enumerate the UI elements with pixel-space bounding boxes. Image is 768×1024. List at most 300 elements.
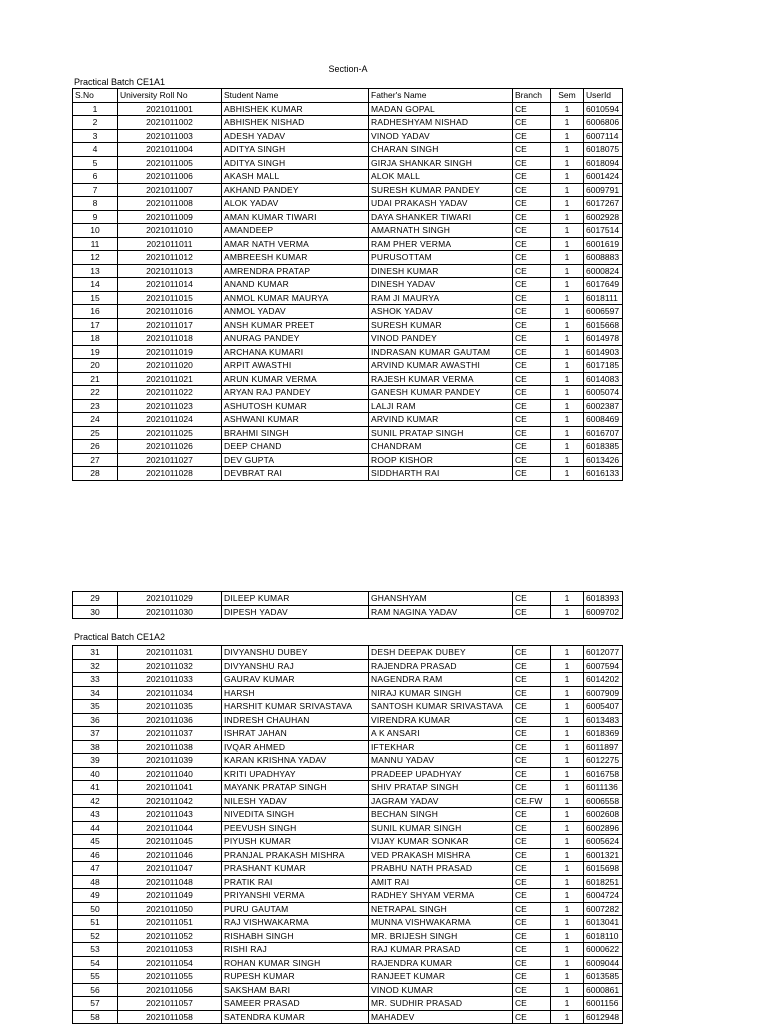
cell-sno: 53 [73, 943, 118, 957]
cell-father-name: SANTOSH KUMAR SRIVASTAVA [369, 700, 513, 714]
cell-userid: 6017514 [584, 224, 623, 238]
cell-roll-no: 2021011009 [118, 210, 222, 224]
cell-sem: 1 [551, 291, 584, 305]
cell-branch: CE [513, 943, 551, 957]
header-sem: Sem [551, 89, 584, 103]
cell-sem: 1 [551, 686, 584, 700]
cell-roll-no: 2021011024 [118, 413, 222, 427]
table-row [73, 929, 623, 943]
cell-userid: 6002928 [584, 210, 623, 224]
table-row [73, 943, 623, 957]
cell-sem: 1 [551, 713, 584, 727]
cell-roll-no: 2021011021 [118, 372, 222, 386]
table-row [73, 889, 623, 903]
cell-father-name: UDAI PRAKASH YADAV [369, 197, 513, 211]
cell-branch: CE [513, 197, 551, 211]
cell-sno: 33 [73, 673, 118, 687]
cell-roll-no: 2021011035 [118, 700, 222, 714]
header-father-name: Father's Name [369, 89, 513, 103]
cell-father-name: MANNU YADAV [369, 754, 513, 768]
cell-sno: 43 [73, 808, 118, 822]
cell-sno: 13 [73, 264, 118, 278]
cell-student-name: SATENDRA KUMAR [222, 1010, 369, 1024]
table-row [73, 467, 623, 481]
cell-sem: 1 [551, 359, 584, 373]
cell-roll-no: 2021011032 [118, 659, 222, 673]
cell-father-name: MUNNA VISHWAKARMA [369, 916, 513, 930]
table-row [73, 740, 623, 754]
cell-sno: 28 [73, 467, 118, 481]
cell-userid: 6017185 [584, 359, 623, 373]
cell-roll-no: 2021011049 [118, 889, 222, 903]
header-branch: Branch [513, 89, 551, 103]
cell-userid: 6005624 [584, 835, 623, 849]
cell-userid: 6018251 [584, 875, 623, 889]
cell-father-name: DESH DEEPAK DUBEY [369, 646, 513, 660]
cell-branch: CE [513, 318, 551, 332]
cell-userid: 6002387 [584, 399, 623, 413]
cell-sno: 56 [73, 983, 118, 997]
cell-roll-no: 2021011026 [118, 440, 222, 454]
cell-father-name: VINOD YADAV [369, 129, 513, 143]
cell-userid: 6012077 [584, 646, 623, 660]
table-row [73, 970, 623, 984]
cell-sno: 19 [73, 345, 118, 359]
cell-branch: CE [513, 835, 551, 849]
cell-roll-no: 2021011045 [118, 835, 222, 849]
cell-branch: CE [513, 102, 551, 116]
cell-sno: 21 [73, 372, 118, 386]
cell-father-name: PRADEEP UPADHYAY [369, 767, 513, 781]
cell-branch: CE [513, 592, 551, 606]
cell-branch: CE [513, 156, 551, 170]
cell-sem: 1 [551, 210, 584, 224]
table-row [73, 440, 623, 454]
cell-branch: CE [513, 983, 551, 997]
cell-student-name: AKHAND PANDEY [222, 183, 369, 197]
cell-userid: 6018075 [584, 143, 623, 157]
cell-userid: 6002896 [584, 821, 623, 835]
cell-sno: 50 [73, 902, 118, 916]
cell-student-name: RAJ VISHWAKARMA [222, 916, 369, 930]
cell-sem: 1 [551, 754, 584, 768]
cell-roll-no: 2021011038 [118, 740, 222, 754]
table-row [73, 875, 623, 889]
cell-sem: 1 [551, 821, 584, 835]
cell-roll-no: 2021011007 [118, 183, 222, 197]
cell-branch: CE [513, 646, 551, 660]
table-row [73, 848, 623, 862]
cell-sem: 1 [551, 727, 584, 741]
cell-sno: 52 [73, 929, 118, 943]
table-row [73, 129, 623, 143]
cell-sno: 34 [73, 686, 118, 700]
table-row [73, 345, 623, 359]
cell-roll-no: 2021011058 [118, 1010, 222, 1024]
cell-sem: 1 [551, 943, 584, 957]
cell-sno: 37 [73, 727, 118, 741]
cell-userid: 6013585 [584, 970, 623, 984]
cell-sno: 1 [73, 102, 118, 116]
cell-student-name: AMRENDRA PRATAP [222, 264, 369, 278]
table-row [73, 808, 623, 822]
table-row [73, 102, 623, 116]
cell-father-name: ARVIND KUMAR [369, 413, 513, 427]
cell-roll-no: 2021011027 [118, 453, 222, 467]
cell-branch: CE [513, 997, 551, 1011]
student-table-batch-2 [72, 645, 623, 1024]
cell-sem: 1 [551, 835, 584, 849]
table-row [73, 386, 623, 400]
cell-father-name: RAJENDRA KUMAR [369, 956, 513, 970]
cell-father-name: PURUSOTTAM [369, 251, 513, 265]
cell-father-name: GIRJA SHANKAR SINGH [369, 156, 513, 170]
cell-father-name: JAGRAM YADAV [369, 794, 513, 808]
cell-sem: 1 [551, 170, 584, 184]
cell-sno: 41 [73, 781, 118, 795]
table-row [73, 659, 623, 673]
cell-sem: 1 [551, 781, 584, 795]
cell-father-name: SUNIL KUMAR SINGH [369, 821, 513, 835]
cell-userid: 6018094 [584, 156, 623, 170]
cell-student-name: ASHUTOSH KUMAR [222, 399, 369, 413]
cell-roll-no: 2021011028 [118, 467, 222, 481]
cell-sno: 29 [73, 592, 118, 606]
cell-roll-no: 2021011013 [118, 264, 222, 278]
cell-sem: 1 [551, 673, 584, 687]
cell-father-name: ASHOK YADAV [369, 305, 513, 319]
table-row [73, 781, 623, 795]
cell-student-name: ARUN KUMAR VERMA [222, 372, 369, 386]
cell-sem: 1 [551, 116, 584, 130]
cell-roll-no: 2021011019 [118, 345, 222, 359]
cell-sno: 9 [73, 210, 118, 224]
cell-userid: 6008883 [584, 251, 623, 265]
table-row [73, 210, 623, 224]
cell-branch: CE [513, 673, 551, 687]
cell-userid: 6001156 [584, 997, 623, 1011]
cell-father-name: GHANSHYAM [369, 592, 513, 606]
cell-sem: 1 [551, 848, 584, 862]
table-row [73, 332, 623, 346]
cell-father-name: NETRAPAL SINGH [369, 902, 513, 916]
cell-userid: 6018110 [584, 929, 623, 943]
cell-student-name: ANMOL YADAV [222, 305, 369, 319]
cell-roll-no: 2021011055 [118, 970, 222, 984]
cell-sem: 1 [551, 224, 584, 238]
cell-student-name: ASHWANI KUMAR [222, 413, 369, 427]
cell-userid: 6006597 [584, 305, 623, 319]
cell-userid: 6016133 [584, 467, 623, 481]
cell-branch: CE [513, 1010, 551, 1024]
cell-branch: CE [513, 727, 551, 741]
cell-roll-no: 2021011041 [118, 781, 222, 795]
table-row [73, 251, 623, 265]
cell-sno: 27 [73, 453, 118, 467]
cell-userid: 6018111 [584, 291, 623, 305]
cell-roll-no: 2021011033 [118, 673, 222, 687]
cell-student-name: PIYUSH KUMAR [222, 835, 369, 849]
cell-branch: CE [513, 129, 551, 143]
cell-sem: 1 [551, 440, 584, 454]
cell-userid: 6004724 [584, 889, 623, 903]
cell-student-name: PEEVUSH SINGH [222, 821, 369, 835]
cell-branch: CE.FW [513, 794, 551, 808]
cell-branch: CE [513, 291, 551, 305]
cell-student-name: AMAR NATH VERMA [222, 237, 369, 251]
cell-father-name: RADHEY SHYAM VERMA [369, 889, 513, 903]
cell-userid: 6011136 [584, 781, 623, 795]
cell-sem: 1 [551, 767, 584, 781]
cell-sem: 1 [551, 386, 584, 400]
cell-userid: 6009702 [584, 605, 623, 619]
cell-sno: 8 [73, 197, 118, 211]
cell-roll-no: 2021011008 [118, 197, 222, 211]
cell-father-name: RADHESHYAM NISHAD [369, 116, 513, 130]
cell-userid: 6009044 [584, 956, 623, 970]
cell-userid: 6014903 [584, 345, 623, 359]
cell-student-name: INDRESH CHAUHAN [222, 713, 369, 727]
section-title: Section-A [328, 64, 368, 74]
student-table-batch-1 [72, 88, 623, 481]
cell-branch: CE [513, 902, 551, 916]
cell-student-name: ARYAN RAJ PANDEY [222, 386, 369, 400]
cell-sem: 1 [551, 278, 584, 292]
cell-sno: 44 [73, 821, 118, 835]
cell-userid: 6011897 [584, 740, 623, 754]
cell-father-name: GANESH KUMAR PANDEY [369, 386, 513, 400]
table-row [73, 673, 623, 687]
cell-sem: 1 [551, 318, 584, 332]
cell-sem: 1 [551, 453, 584, 467]
cell-sno: 36 [73, 713, 118, 727]
cell-sno: 30 [73, 605, 118, 619]
cell-userid: 6008469 [584, 413, 623, 427]
cell-father-name: AMIT RAI [369, 875, 513, 889]
cell-userid: 6000861 [584, 983, 623, 997]
cell-roll-no: 2021011050 [118, 902, 222, 916]
cell-student-name: RUPESH KUMAR [222, 970, 369, 984]
cell-branch: CE [513, 143, 551, 157]
cell-sno: 54 [73, 956, 118, 970]
cell-branch: CE [513, 821, 551, 835]
cell-father-name: RAM JI MAURYA [369, 291, 513, 305]
cell-student-name: ADITYA SINGH [222, 143, 369, 157]
cell-father-name: INDRASAN KUMAR GAUTAM [369, 345, 513, 359]
cell-student-name: MAYANK PRATAP SINGH [222, 781, 369, 795]
cell-branch: CE [513, 956, 551, 970]
table-row [73, 700, 623, 714]
table-row [73, 997, 623, 1011]
cell-father-name: RAJESH KUMAR VERMA [369, 372, 513, 386]
cell-father-name: RAJENDRA PRASAD [369, 659, 513, 673]
cell-sno: 5 [73, 156, 118, 170]
cell-userid: 6009791 [584, 183, 623, 197]
cell-roll-no: 2021011014 [118, 278, 222, 292]
cell-sem: 1 [551, 808, 584, 822]
cell-branch: CE [513, 970, 551, 984]
table-row [73, 426, 623, 440]
cell-sno: 45 [73, 835, 118, 849]
cell-sem: 1 [551, 889, 584, 903]
cell-sem: 1 [551, 605, 584, 619]
cell-userid: 6006806 [584, 116, 623, 130]
cell-roll-no: 2021011047 [118, 862, 222, 876]
cell-userid: 6007114 [584, 129, 623, 143]
cell-roll-no: 2021011056 [118, 983, 222, 997]
cell-roll-no: 2021011003 [118, 129, 222, 143]
table-row [73, 197, 623, 211]
cell-branch: CE [513, 848, 551, 862]
cell-roll-no: 2021011053 [118, 943, 222, 957]
cell-branch: CE [513, 345, 551, 359]
cell-sem: 1 [551, 1010, 584, 1024]
table-row [73, 794, 623, 808]
table-row [73, 359, 623, 373]
header-sno: S.No [73, 89, 118, 103]
cell-student-name: BRAHMI SINGH [222, 426, 369, 440]
cell-father-name: ALOK MALL [369, 170, 513, 184]
table-row [73, 713, 623, 727]
cell-student-name: PRASHANT KUMAR [222, 862, 369, 876]
cell-sem: 1 [551, 794, 584, 808]
cell-sem: 1 [551, 183, 584, 197]
cell-branch: CE [513, 808, 551, 822]
cell-userid: 6012948 [584, 1010, 623, 1024]
cell-father-name: RAM NAGINA YADAV [369, 605, 513, 619]
cell-sno: 49 [73, 889, 118, 903]
table-row [73, 727, 623, 741]
cell-sem: 1 [551, 237, 584, 251]
cell-roll-no: 2021011039 [118, 754, 222, 768]
cell-student-name: KARAN KRISHNA YADAV [222, 754, 369, 768]
table-row [73, 686, 623, 700]
cell-father-name: CHARAN SINGH [369, 143, 513, 157]
cell-student-name: ISHRAT JAHAN [222, 727, 369, 741]
cell-userid: 6014202 [584, 673, 623, 687]
cell-roll-no: 2021011018 [118, 332, 222, 346]
cell-branch: CE [513, 264, 551, 278]
cell-father-name: IFTEKHAR [369, 740, 513, 754]
student-table-batch-1-continued [72, 591, 623, 619]
cell-student-name: RISHI RAJ [222, 943, 369, 957]
cell-student-name: NIVEDITA SINGH [222, 808, 369, 822]
cell-roll-no: 2021011031 [118, 646, 222, 660]
cell-sem: 1 [551, 467, 584, 481]
cell-father-name: DINESH KUMAR [369, 264, 513, 278]
cell-sem: 1 [551, 956, 584, 970]
cell-sno: 57 [73, 997, 118, 1011]
cell-branch: CE [513, 399, 551, 413]
cell-father-name: PRABHU NATH PRASAD [369, 862, 513, 876]
table-row [73, 224, 623, 238]
batch-title-ce1a1: Practical Batch CE1A1 [74, 77, 166, 87]
table-row [73, 902, 623, 916]
cell-branch: CE [513, 386, 551, 400]
table-row [73, 821, 623, 835]
cell-student-name: AMAN KUMAR TIWARI [222, 210, 369, 224]
cell-branch: CE [513, 183, 551, 197]
cell-father-name: RAJ KUMAR PRASAD [369, 943, 513, 957]
cell-userid: 6006558 [584, 794, 623, 808]
cell-student-name: KRITI UPADHYAY [222, 767, 369, 781]
cell-sno: 17 [73, 318, 118, 332]
cell-userid: 6000824 [584, 264, 623, 278]
cell-sno: 31 [73, 646, 118, 660]
cell-sno: 14 [73, 278, 118, 292]
cell-student-name: ARCHANA KUMARI [222, 345, 369, 359]
table-row [73, 835, 623, 849]
cell-userid: 6013426 [584, 453, 623, 467]
cell-father-name: BECHAN SINGH [369, 808, 513, 822]
cell-branch: CE [513, 659, 551, 673]
cell-userid: 6013041 [584, 916, 623, 930]
cell-sem: 1 [551, 659, 584, 673]
table-row [73, 453, 623, 467]
cell-sem: 1 [551, 997, 584, 1011]
table-row [73, 956, 623, 970]
cell-student-name: ARPIT AWASTHI [222, 359, 369, 373]
cell-branch: CE [513, 767, 551, 781]
cell-father-name: AMARNATH SINGH [369, 224, 513, 238]
table-row [73, 767, 623, 781]
cell-father-name: MR. BRIJESH SINGH [369, 929, 513, 943]
cell-branch: CE [513, 116, 551, 130]
cell-roll-no: 2021011042 [118, 794, 222, 808]
cell-roll-no: 2021011011 [118, 237, 222, 251]
cell-branch: CE [513, 237, 551, 251]
table-row [73, 372, 623, 386]
cell-sem: 1 [551, 740, 584, 754]
cell-roll-no: 2021011006 [118, 170, 222, 184]
cell-roll-no: 2021011010 [118, 224, 222, 238]
cell-sem: 1 [551, 700, 584, 714]
cell-sno: 24 [73, 413, 118, 427]
cell-roll-no: 2021011030 [118, 605, 222, 619]
cell-father-name: DINESH YADAV [369, 278, 513, 292]
cell-sno: 16 [73, 305, 118, 319]
cell-sem: 1 [551, 305, 584, 319]
cell-roll-no: 2021011036 [118, 713, 222, 727]
cell-roll-no: 2021011052 [118, 929, 222, 943]
table-row [73, 916, 623, 930]
cell-userid: 6001619 [584, 237, 623, 251]
cell-roll-no: 2021011005 [118, 156, 222, 170]
cell-roll-no: 2021011040 [118, 767, 222, 781]
cell-student-name: ANMOL KUMAR MAURYA [222, 291, 369, 305]
table-row [73, 156, 623, 170]
cell-userid: 6012275 [584, 754, 623, 768]
cell-branch: CE [513, 889, 551, 903]
cell-student-name: AMBREESH KUMAR [222, 251, 369, 265]
cell-sno: 23 [73, 399, 118, 413]
cell-roll-no: 2021011044 [118, 821, 222, 835]
cell-branch: CE [513, 251, 551, 265]
cell-sno: 47 [73, 862, 118, 876]
cell-sem: 1 [551, 929, 584, 943]
cell-branch: CE [513, 929, 551, 943]
cell-student-name: ANSH KUMAR PREET [222, 318, 369, 332]
cell-userid: 6007282 [584, 902, 623, 916]
cell-student-name: ROHAN KUMAR SINGH [222, 956, 369, 970]
cell-father-name: ROOP KISHOR [369, 453, 513, 467]
cell-branch: CE [513, 210, 551, 224]
cell-student-name: ADESH YADAV [222, 129, 369, 143]
cell-roll-no: 2021011037 [118, 727, 222, 741]
table-row [73, 143, 623, 157]
cell-roll-no: 2021011015 [118, 291, 222, 305]
cell-sem: 1 [551, 413, 584, 427]
